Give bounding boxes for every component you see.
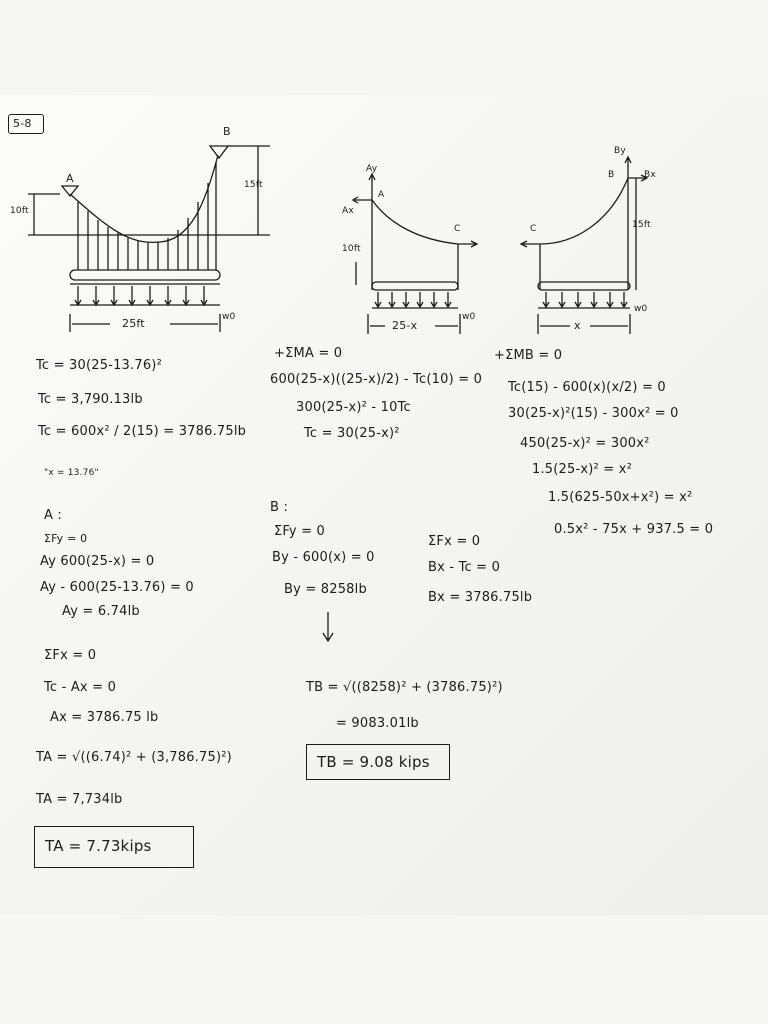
col2-line: 300(25-x)² - 10Tc [296,400,411,415]
col1-line: Ax = 3786.75 lb [50,710,159,725]
result-TB: TB = 9.08 kips [317,753,430,771]
col1-line: Tc = 600x² / 2(15) = 3786.75lb [38,424,247,439]
col2-line: Tc = 30(25-x)² [304,426,400,441]
main-label-A: A [66,172,74,185]
col3-line: Tc(15) - 600(x)(x/2) = 0 [508,380,666,395]
col1-line: ΣFx = 0 [44,648,97,663]
fbd-left-deck [372,282,458,290]
col3-line: 450(25-x)² = 300x² [520,436,650,451]
down-arrow-icon [323,612,333,641]
fbd-left-h10: 10ft [342,244,361,254]
col1-line: "x = 13.76" [44,468,99,478]
result-TA: TA = 7.73kips [45,837,152,855]
fbd-right-w0: w0 [634,304,648,314]
fbd-right-cable [540,178,628,244]
col3-line: 1.5(25-x)² = x² [532,462,633,477]
fbd-left-w0: w0 [462,312,476,322]
fbd-left-load-arrows [375,292,451,307]
main-label-h15: 15ft [244,180,263,190]
fbd-left-span: 25-x [392,319,418,332]
main-label-h10: 10ft [10,206,29,216]
col2-line: 600(25-x)((25-x)/2) - Tc(10) = 0 [270,372,483,387]
fbd-left-A: A [378,190,385,200]
col1-line: A : [44,508,63,523]
col1-line: TA = 7,734lb [36,792,123,807]
fbd-left-cable [372,200,461,244]
main-label-B: B [223,125,231,138]
fbd-right-By: By [614,146,626,156]
fbd-left-Ax: Ax [342,206,354,216]
col4-line: Bx - Tc = 0 [428,560,501,575]
result-box-TB [306,744,450,780]
col2-line: By - 600(x) = 0 [272,550,375,565]
result-box-TA [34,826,194,868]
col2-line: By = 8258lb [284,582,367,597]
col4-line: ΣFx = 0 [428,534,481,549]
main-load-arrows [75,286,207,305]
fbd-right-C: C [530,224,537,234]
col2-line: B : [270,500,289,515]
col1-line: ΣFy = 0 [44,532,88,545]
col1-line: Tc - Ax = 0 [44,680,117,695]
col1-line: Ay = 6.74lb [62,604,140,619]
col3-line: +ΣMB = 0 [494,348,563,363]
problem-number: 5-8 [13,117,32,130]
col2-line: TB = √((8258)² + (3786.75)²) [306,680,503,695]
main-label-w0: w0 [222,312,236,322]
main-deck [70,270,220,280]
fbd-left-Ay: Ay [366,164,378,174]
col1-line: Ay 600(25-x) = 0 [40,554,155,569]
fbd-right-load-arrows [543,292,627,307]
col4-line: Bx = 3786.75lb [428,590,533,605]
col1-line: Tc = 3,790.13lb [38,392,143,407]
main-cable-curve [70,155,218,242]
col3-line: 1.5(625-50x+x²) = x² [548,490,693,505]
main-label-span: 25ft [122,317,145,330]
col2-line: +ΣMA = 0 [274,346,343,361]
fbd-left-C: C [454,224,461,234]
col1-line: Ay - 600(25-13.76) = 0 [40,580,194,595]
fbd-right-span: x [574,319,581,332]
fbd-right-B: B [608,170,615,180]
fbd-right-h15: 15ft [632,220,651,230]
support-B-icon [210,146,228,158]
col2-line: ΣFy = 0 [274,524,326,539]
col1-line: Tc = 30(25-13.76)² [36,358,162,373]
col1-line: TA = √((6.74)² + (3,786.75)²) [36,750,232,765]
col3-line: 0.5x² - 75x + 937.5 = 0 [554,522,714,537]
fbd-right-Bx: Bx [644,170,656,180]
col2-line: = 9083.01lb [336,716,419,731]
col3-line: 30(25-x)²(15) - 300x² = 0 [508,406,679,421]
fbd-right-deck [538,282,630,290]
